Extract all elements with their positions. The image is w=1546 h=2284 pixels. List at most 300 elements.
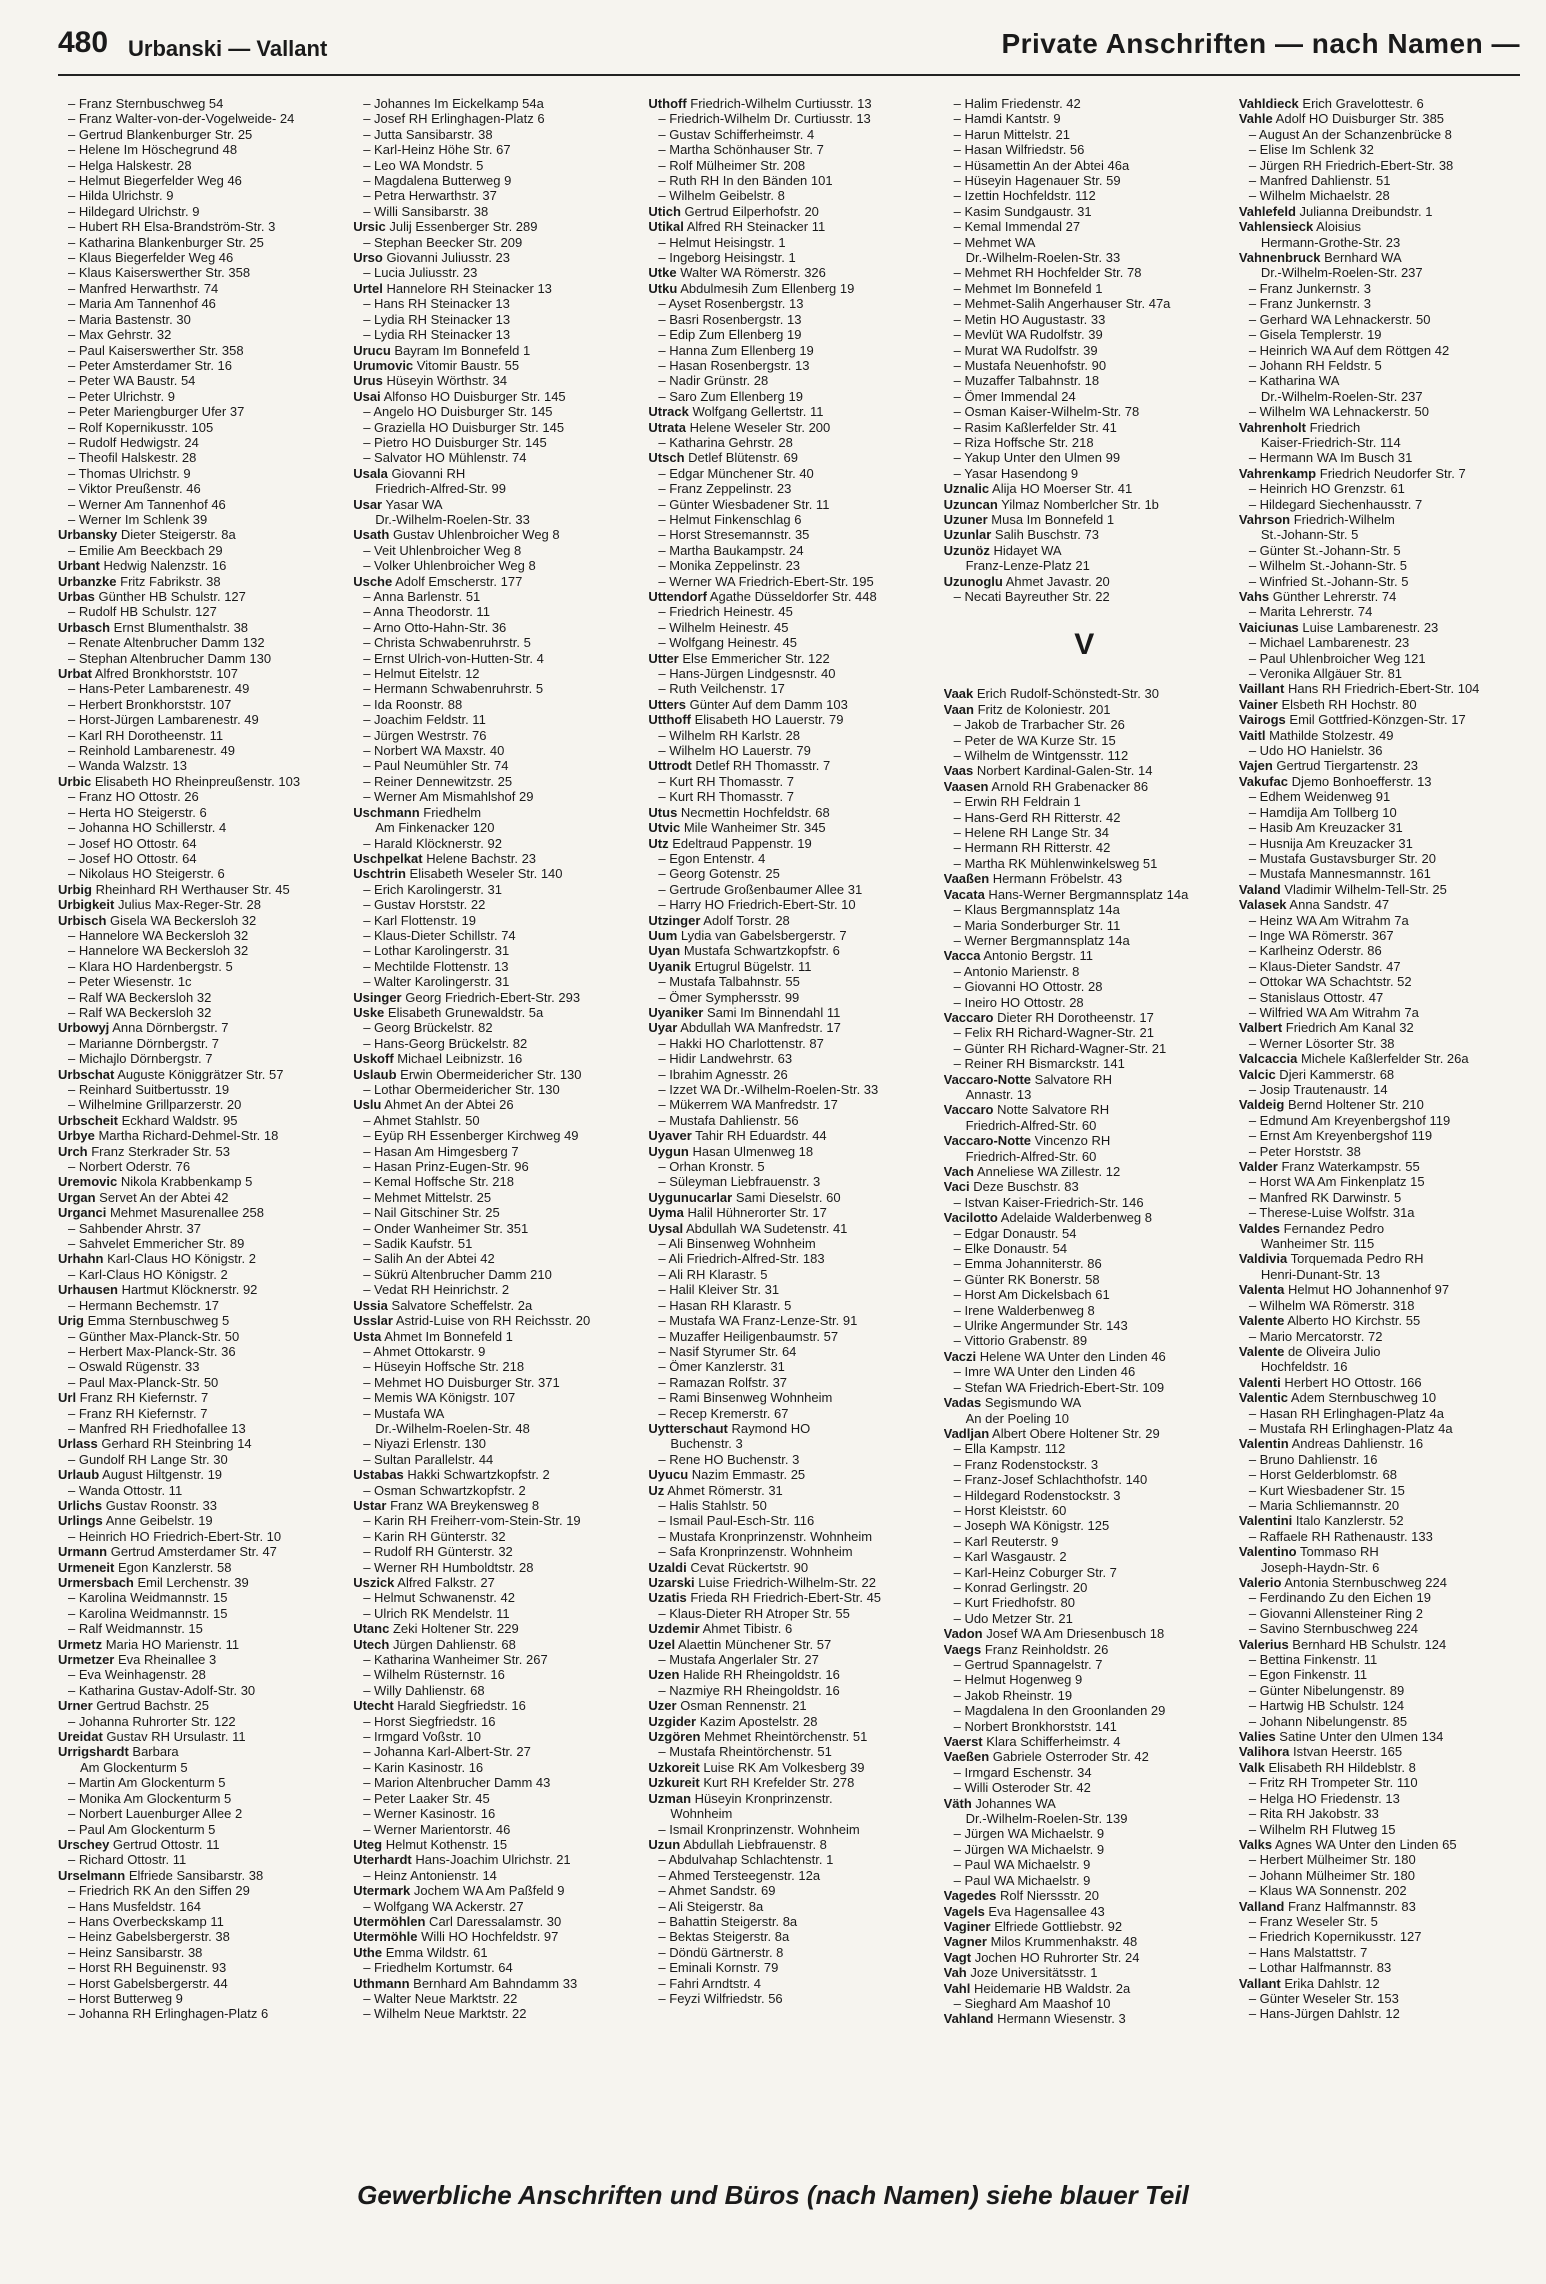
directory-entry: – Therese-Luise Wolfstr. 31a: [1248, 1205, 1415, 1221]
directory-entry: – Gustav Schifferheimstr. 4: [658, 126, 815, 142]
directory-entry: – Johanna RH Erlinghagen-Platz 6: [68, 2006, 269, 2022]
directory-entry: Urtel Hannelore RH Steinacker 13: [353, 280, 552, 296]
directory-entry: – Hasan RH Klarastr. 5: [658, 1297, 792, 1313]
directory-entry: – Martha Baukampstr. 24: [658, 542, 804, 558]
directory-entry: – Heinrich WA Auf dem Röttgen 42: [1248, 342, 1450, 358]
directory-entry: Uysal Abdullah WA Sudetenstr. 41: [648, 1220, 848, 1236]
name-range-heading: Urbanski — Vallant: [128, 36, 328, 61]
directory-entry: – Helga HO Friedenstr. 13: [1248, 1790, 1400, 1806]
directory-entry: Uzel Alaettin Münchener Str. 57: [648, 1636, 832, 1652]
directory-entry: Vahs Günther Lehrerstr. 74: [1238, 589, 1397, 604]
directory-entry: – Helmut Finkenschlag 6: [658, 511, 802, 527]
directory-entry: Urbat Alfred Bronkhorststr. 107: [58, 666, 238, 682]
directory-entry: Valerio Antonia Sternbuschweg 224: [1238, 1575, 1447, 1590]
directory-entry: – Pietro HO Duisburger Str. 145: [363, 434, 547, 450]
directory-entry: – Muzaffer Talbahnstr. 18: [953, 373, 1100, 389]
directory-entry: Uum Lydia van Gabelsbergerstr. 7: [648, 927, 847, 943]
directory-entry: – Irene Walderbenweg 8: [953, 1302, 1095, 1318]
directory-entry: Valihora Istvan Heerstr. 165: [1238, 1744, 1403, 1760]
directory-entry: Vaan Fritz de Koloniestr. 201: [943, 701, 1111, 717]
directory-entry: – Hüseyin Hoffsche Str. 218: [363, 1359, 525, 1375]
directory-entry: – Helmut Heisingstr. 1: [658, 234, 786, 250]
directory-entry: Usta Ahmet Im Bonnefeld 1: [353, 1328, 513, 1344]
directory-entry: Utus Necmettin Hochfeldstr. 68: [648, 804, 830, 820]
directory-entry: Am Finkenacker 120: [375, 820, 495, 836]
directory-entry: Urmann Gertrud Amsterdamer Str. 47: [58, 1544, 277, 1560]
directory-entry: – Abdulvahap Schlachtenstr. 1: [658, 1852, 834, 1868]
directory-entry: Vacilotto Adelaide Walderbenweg 8: [943, 1210, 1152, 1226]
directory-entry: – Helga Halskestr. 28: [68, 157, 192, 173]
directory-entry: – Hubert RH Elsa-Brandström-Str. 3: [68, 219, 276, 235]
directory-entry: – Hüseyin Hagenauer Str. 59: [953, 173, 1121, 189]
directory-entry: Urbant Hedwig Nalenzstr. 16: [58, 558, 227, 574]
directory-entry: – Karin RH Freiherr-vom-Stein-Str. 19: [363, 1513, 581, 1529]
directory-entry: – Josef HO Ottostr. 64: [68, 835, 197, 851]
directory-entry: – Inge WA Römerstr. 367: [1248, 927, 1394, 943]
directory-entry: Vajen Gertrud Tiergartenstr. 23: [1238, 758, 1419, 774]
directory-entry: – Bettina Finkenstr. 11: [1248, 1652, 1378, 1668]
directory-entry: – Franz-Josef Schlachthofstr. 140: [953, 1472, 1148, 1488]
directory-entry: – Klaus-Dieter RH Atroper Str. 55: [658, 1605, 850, 1621]
directory-entry: – Günter Nibelungenstr. 89: [1248, 1682, 1405, 1698]
directory-entry: – Udo HO Hanielstr. 36: [1248, 743, 1383, 759]
directory-entry: – Hasan RH Erlinghagen-Platz 4a: [1248, 1405, 1444, 1421]
directory-entry: – Anna Barlenstr. 51: [363, 589, 481, 604]
directory-entry: – Ramazan Rolfstr. 37: [658, 1374, 788, 1390]
directory-entry: – Ralf WA Beckersloh 32: [68, 989, 212, 1005]
directory-entry: – Feyzi Wilfriedstr. 56: [658, 1990, 783, 2006]
directory-entry: – Viktor Preußenstr. 46: [68, 481, 201, 497]
directory-entry: Valk Elisabeth RH Hildeblstr. 8: [1238, 1759, 1416, 1775]
directory-entry: – Karl-Claus HO Königstr. 2: [68, 1266, 228, 1282]
directory-entry: Joseph-Haydn-Str. 6: [1260, 1559, 1380, 1575]
directory-entry: Ussia Salvatore Scheffelstr. 2a: [353, 1297, 533, 1313]
directory-entry: Urlaub August Hiltgenstr. 19: [58, 1467, 223, 1483]
directory-entry: – Gertrude Großenbaumer Allee 31: [658, 881, 863, 897]
directory-entry: Vagner Milos Krummenhakstr. 48: [943, 1934, 1138, 1950]
directory-entry: – Werner Im Schlenk 39: [68, 511, 208, 527]
directory-entry: – Johann Mülheimer Str. 180: [1248, 1867, 1416, 1883]
directory-entry: – Karlheinz Oderstr. 86: [1248, 943, 1382, 959]
directory-entry: – Thomas Ulrichstr. 9: [68, 465, 191, 481]
directory-entry: – Johanna Karl-Albert-Str. 27: [363, 1744, 531, 1760]
directory-entry: – Franz RH Kiefernstr. 7: [68, 1405, 208, 1421]
directory-entry: – Mustafa Gustavsburger Str. 20: [1248, 850, 1436, 866]
directory-entry: Vaccaro Dieter RH Dorotheenstr. 17: [943, 1009, 1154, 1025]
directory-entry: Urmersbach Emil Lerchenstr. 39: [58, 1575, 249, 1590]
directory-entry: Urselmann Elfriede Sansibarstr. 38: [58, 1867, 264, 1883]
directory-entry: – Anna Theodorstr. 11: [363, 604, 490, 620]
directory-entry: – Monika Zeppelinstr. 23: [658, 558, 801, 574]
directory-entry: Friedrich-Alfred-Str. 60: [965, 1117, 1097, 1133]
directory-entry: St.-Johann-Str. 5: [1260, 527, 1359, 543]
directory-entry: – Heinz Antonienstr. 14: [363, 1867, 497, 1883]
directory-entry: Utthoff Elisabeth HO Lauerstr. 79: [648, 712, 844, 728]
directory-entry: Wohnheim: [670, 1806, 733, 1822]
directory-entry: Urner Gertrud Bachstr. 25: [58, 1698, 210, 1714]
directory-entry: Uthe Emma Wildstr. 61: [353, 1944, 488, 1960]
directory-entry: Dr.-Wilhelm-Roelen-Str. 237: [1260, 265, 1423, 281]
directory-entry: – Wilhelm HO Lauerstr. 79: [658, 743, 811, 759]
directory-entry: Urbschat Auguste Königgrätzer Str. 57: [58, 1066, 284, 1082]
directory-entry: – Hasib Am Kreuzacker 31: [1248, 820, 1403, 836]
directory-entry: Vach Anneliese WA Zillestr. 12: [943, 1164, 1121, 1179]
directory-entry: – Edhem Weidenweg 91: [1248, 789, 1391, 805]
directory-entry: – Gustav Horststr. 22: [363, 897, 486, 913]
directory-entry: – Sadik Kaufstr. 51: [363, 1236, 473, 1252]
directory-entry: – Karl Reuterstr. 9: [953, 1533, 1059, 1549]
directory-entry: – Klaus Kaiserswerther Str. 358: [68, 265, 251, 281]
directory-entry: Dr.-Wilhelm-Roelen-Str. 237: [1260, 388, 1423, 404]
directory-entry: Annastr. 13: [965, 1086, 1032, 1102]
directory-entry: – Horst RH Beguinenstr. 93: [68, 1960, 227, 1976]
directory-entry: – Manfred Dahlienstr. 51: [1248, 173, 1391, 189]
directory-entry: – Angelo HO Duisburger Str. 145: [363, 404, 553, 420]
directory-entry: Ustar Franz WA Breykensweg 8: [353, 1497, 540, 1513]
directory-entry: Dr.-Wilhelm-Roelen-Str. 33: [375, 511, 530, 527]
directory-entry: – Riza Hoffsche Str. 218: [953, 434, 1094, 450]
directory-entry: Uske Elisabeth Grunewaldstr. 5a: [353, 1004, 544, 1020]
directory-entry: Urbye Martha Richard-Dehmel-Str. 18: [58, 1128, 279, 1144]
directory-entry: Kaiser-Friedrich-Str. 114: [1260, 434, 1401, 450]
directory-entry: – Mustafa Angerlaler Str. 27: [658, 1652, 819, 1668]
directory-entry: Uzatis Frieda RH Friedrich-Ebert-Str. 45: [648, 1590, 882, 1606]
directory-entry: – Karolina Weidmannstr. 15: [68, 1590, 228, 1606]
directory-entry: – Saro Zum Ellenberg 19: [658, 388, 803, 404]
directory-entry: Urlass Gerhard RH Steinbring 14: [58, 1436, 252, 1452]
directory-entry: – Emma Johanniterstr. 86: [953, 1256, 1102, 1272]
directory-entry: – Murat WA Rudolfstr. 39: [953, 342, 1098, 358]
directory-entry: – Walter Karolingerstr. 31: [363, 974, 510, 990]
directory-entry: Valentin Andreas Dahlienstr. 16: [1238, 1436, 1424, 1452]
directory-entry: Vahle Adolf HO Duisburger Str. 385: [1238, 111, 1445, 127]
directory-entry: Vadas Segismundo WA: [943, 1395, 1082, 1411]
directory-entry: – Elise Im Schlenk 32: [1248, 142, 1374, 158]
directory-entry: – Walter Neue Marktstr. 22: [363, 1990, 518, 2006]
directory-entry: Uschmann Friedhelm: [353, 804, 482, 820]
directory-entry: – Ahmed Tersteegenstr. 12a: [658, 1867, 821, 1883]
directory-entry: – Horst WA Am Finkenplatz 15: [1248, 1174, 1425, 1190]
directory-entry: Valente de Oliveira Julio: [1238, 1343, 1381, 1359]
directory-entry: – Stanislaus Ottostr. 47: [1248, 989, 1384, 1005]
directory-entry: Ureidat Gustav RH Ursulastr. 11: [58, 1729, 246, 1745]
directory-entry: Valdeig Bernd Holtener Str. 210: [1238, 1097, 1424, 1113]
directory-entry: – Günther Max-Planck-Str. 50: [68, 1328, 240, 1344]
directory-entry: Vallant Erika Dahlstr. 12: [1238, 1975, 1380, 1991]
directory-entry: – Lothar Halfmannstr. 83: [1248, 1960, 1392, 1976]
directory-entry: – Wilhelm de Wintgensstr. 112: [953, 748, 1129, 764]
directory-entry: – Irmgard Eschenstr. 34: [953, 1764, 1092, 1780]
directory-entry: – Monika Am Glockenturm 5: [68, 1790, 232, 1806]
directory-entry: – Paul WA Michaelstr. 9: [953, 1872, 1091, 1888]
letter-heading: V: [1074, 628, 1095, 662]
directory-entry: – Bektas Steigerstr. 8a: [658, 1929, 790, 1945]
directory-entry: – Heinrich HO Grenzstr. 61: [1248, 481, 1405, 497]
directory-column-1: [58, 96, 339, 2161]
directory-entry: – Fahri Arndtstr. 4: [658, 1975, 762, 1991]
directory-entry: Urhahn Karl-Claus HO Königstr. 2: [58, 1251, 256, 1267]
directory-entry: Urumovic Vitomir Baustr. 55: [353, 357, 520, 373]
directory-entry: – Franz Junkernstr. 3: [1248, 296, 1371, 312]
directory-entry: – Werner Am Tannenhof 46: [68, 496, 226, 512]
directory-entry: Urganci Mehmet Masurenallee 258: [58, 1205, 264, 1221]
directory-entry: – Günter RH Richard-Wagner-Str. 21: [953, 1040, 1167, 1056]
directory-entry: Vaczi Helene WA Unter den Linden 46: [943, 1348, 1166, 1364]
directory-entry: – Kasim Sundgaustr. 31: [953, 203, 1092, 219]
directory-entry: – Rolf Kopernikusstr. 105: [68, 419, 214, 435]
directory-entry: – Sahvelet Emmericher Str. 89: [68, 1236, 245, 1252]
footer-note: Gewerbliche Anschriften und Büros (nach Namen) siehe blauer Teil: [357, 2180, 1189, 2210]
directory-entry: – Magdalena In den Groonlanden 29: [953, 1703, 1166, 1719]
directory-entry: – Muzaffer Heiligenbaumstr. 57: [658, 1328, 839, 1344]
directory-entry: – Mustafa Neuenhofstr. 90: [953, 357, 1107, 373]
directory-entry: – Franz Junkernstr. 3: [1248, 280, 1371, 296]
directory-entry: – Sultan Parallelstr. 44: [363, 1451, 494, 1467]
directory-entry: Uzen Halide RH Rheingoldstr. 16: [648, 1667, 840, 1683]
directory-entry: – Egon Finkenstr. 11: [1248, 1667, 1368, 1683]
directory-entry: – Wilhelm WA Römerstr. 318: [1248, 1297, 1415, 1313]
directory-entry: – Mehmet WA: [953, 234, 1036, 250]
directory-entry: – Hans RH Steinacker 13: [363, 296, 510, 312]
directory-entry: – Horst Kleiststr. 60: [953, 1502, 1067, 1518]
directory-entry: – Ahmet Ottokarstr. 9: [363, 1343, 486, 1359]
directory-entry: – Ayset Rosenbergstr. 13: [658, 296, 804, 312]
directory-entry: Uyma Halil Hühnerorter Str. 17: [648, 1205, 827, 1221]
directory-entry: – Rudolf Hedwigstr. 24: [68, 434, 199, 450]
directory-entry: Vagels Eva Hagensallee 43: [943, 1903, 1105, 1919]
directory-entry: – Peter Laaker Str. 45: [363, 1790, 490, 1806]
directory-entry: – Martha Schönhauser Str. 7: [658, 142, 824, 158]
directory-entry: – Ernst Ulrich-von-Hutten-Str. 4: [363, 650, 544, 666]
directory-entry: Valente Alberto HO Kirchstr. 55: [1238, 1313, 1421, 1329]
directory-entry: – Harun Mittelstr. 21: [953, 126, 1070, 142]
directory-entry: Urbic Elisabeth HO Rheinpreußenstr. 103: [58, 773, 301, 789]
directory-entry: – Karin RH Günterstr. 32: [363, 1528, 506, 1544]
directory-entry: Valand Vladimir Wilhelm-Tell-Str. 25: [1238, 881, 1447, 897]
directory-entry: – Helmut Hogenweg 9: [953, 1672, 1083, 1688]
directory-entry: – Hamdija Am Tollberg 10: [1248, 804, 1397, 820]
directory-entry: – Maria Schliemannstr. 20: [1248, 1497, 1400, 1513]
directory-entry: Uznalic Alija HO Moerser Str. 41: [943, 481, 1133, 497]
directory-entry: – Salvator HO Mühlenstr. 74: [363, 450, 527, 466]
directory-entry: – Gerhard WA Lehnackerstr. 50: [1248, 311, 1431, 327]
directory-entry: Dr.-Wilhelm-Roelen-Str. 48: [375, 1420, 530, 1436]
directory-entry: – Vedat RH Heinrichstr. 2: [363, 1282, 510, 1298]
directory-entry: – Mehmet-Salih Angerhauser Str. 47a: [953, 296, 1171, 312]
directory-entry: Uzkureit Kurt RH Krefelder Str. 278: [648, 1775, 855, 1791]
directory-entry: Vahl Heidemarie HB Waldstr. 2a: [943, 1980, 1131, 1996]
directory-entry: – Josef HO Ottostr. 64: [68, 850, 197, 866]
directory-entry: – Sükrü Altenbrucher Damm 210: [363, 1266, 552, 1282]
directory-entry: – Maria Bastenstr. 30: [68, 311, 191, 327]
directory-entry: Dr.-Wilhelm-Roelen-Str. 33: [965, 250, 1121, 266]
directory-entry: Uschtrin Elisabeth Weseler Str. 140: [353, 866, 563, 882]
directory-entry: Urrigshardt Barbara: [58, 1744, 179, 1760]
directory-entry: – Stephan Altenbrucher Damm 130: [68, 650, 272, 666]
directory-entry: Valbert Friedrich Am Kanal 32: [1238, 1020, 1414, 1036]
directory-entry: Franz-Lenze-Platz 21: [965, 558, 1090, 574]
directory-entry: Usinger Georg Friedrich-Ebert-Str. 293: [353, 989, 581, 1005]
directory-entry: Valdivia Torquemada Pedro RH: [1238, 1251, 1424, 1267]
directory-entry: Uszick Alfred Falkstr. 27: [353, 1575, 495, 1590]
directory-entry: Uthmann Bernhard Am Bahndamm 33: [353, 1975, 578, 1991]
directory-entry: – Lydia RH Steinacker 13: [363, 311, 511, 327]
directory-entry: Usala Giovanni RH: [353, 465, 466, 481]
directory-entry: Uzaldi Cevat Rückertstr. 90: [648, 1559, 809, 1575]
directory-entry: – Husnija Am Kreuzacker 31: [1248, 835, 1413, 851]
directory-entry: Vakufac Djemo Bonhoefferstr. 13: [1238, 773, 1432, 789]
directory-entry: Uzunoglu Ahmet Javastr. 20: [943, 573, 1110, 589]
directory-entry: – Halis Stahlstr. 50: [658, 1497, 767, 1513]
directory-entry: – Erwin RH Feldrain 1: [953, 794, 1081, 810]
directory-entry: – Wilhelm WA Lehnackerstr. 50: [1248, 404, 1429, 420]
page-header: [58, 22, 1520, 76]
directory-entry: – Wilhelm Michaelstr. 28: [1248, 188, 1390, 204]
directory-entry: – Mehmet Mittelstr. 25: [363, 1189, 492, 1205]
directory-entry: – Marianne Dörnbergstr. 7: [68, 1035, 220, 1051]
directory-entry: – Josip Trautenaustr. 14: [1248, 1082, 1388, 1097]
directory-entry: Utke Walter WA Römerstr. 326: [648, 265, 826, 281]
directory-entry: – Karl-Heinz Höhe Str. 67: [363, 142, 511, 158]
directory-entry: – Hasan Rosenbergstr. 13: [658, 357, 810, 373]
directory-entry: – Nail Gitschiner Str. 25: [363, 1205, 500, 1221]
directory-entry: – Werner Lösorter Str. 38: [1248, 1035, 1395, 1051]
directory-entry: Urbscheit Eckhard Waldstr. 95: [58, 1112, 238, 1128]
directory-entry: Valerius Bernhard HB Schulstr. 124: [1238, 1636, 1447, 1652]
directory-entry: – Hermann WA Im Busch 31: [1248, 450, 1413, 466]
directory-entry: – Döndü Gärtnerstr. 8: [658, 1944, 784, 1960]
directory-entry: Uyanik Ertugrul Bügelstr. 11: [648, 958, 812, 974]
directory-entry: – Wilhelm Heinestr. 45: [658, 619, 789, 635]
directory-entry: – Ali Friedrich-Alfred-Str. 183: [658, 1251, 825, 1267]
directory-entry: – Hans-Georg Brückelstr. 82: [363, 1035, 528, 1051]
directory-entry: – Marita Lehrerstr. 74: [1248, 604, 1373, 620]
directory-entry: – Christa Schwabenruhrstr. 5: [363, 635, 531, 651]
directory-entry: Vah Joze Universitätsstr. 1: [943, 1965, 1098, 1981]
directory-entry: Valder Franz Waterkampstr. 55: [1238, 1159, 1420, 1175]
directory-entry: Uzuner Musa Im Bonnefeld 1: [943, 511, 1115, 527]
directory-entry: Utermöhle Willi HO Hochfeldstr. 97: [353, 1929, 559, 1945]
directory-entry: Urschey Gertrud Ottostr. 11: [58, 1836, 220, 1852]
directory-entry: – Hüsamettin An der Abtei 46a: [953, 157, 1130, 173]
directory-entry: – Antonio Marienstr. 8: [953, 963, 1080, 979]
directory-entry: – Horst Gabelsbergerstr. 44: [68, 1975, 228, 1991]
directory-entry: Utikal Alfred RH Steinacker 11: [648, 219, 826, 235]
directory-entry: – Werner Kasinostr. 16: [363, 1806, 496, 1822]
directory-entry: – Paul Am Glockenturm 5: [68, 1821, 216, 1837]
directory-entry: Vaginer Elfriede Gottliebstr. 92: [943, 1918, 1123, 1934]
directory-entry: Vahlensieck Aloisius: [1238, 219, 1361, 235]
directory-entry: – Karolina Weidmannstr. 15: [68, 1605, 228, 1621]
directory-entry: Uzuncan Yilmaz Nomberlcher Str. 1b: [943, 496, 1159, 512]
directory-entry: Vahrenkamp Friedrich Neudorfer Str. 7: [1238, 465, 1466, 481]
directory-entry: Buchenstr. 3: [670, 1436, 743, 1452]
directory-entry: – Edgar Donaustr. 54: [953, 1225, 1077, 1241]
directory-entry: – Vittorio Grabenstr. 89: [953, 1333, 1088, 1349]
directory-entry: – Hannelore WA Beckersloh 32: [68, 927, 249, 943]
directory-entry: – Wilhelm Geibelstr. 8: [658, 188, 785, 204]
directory-entry: – Imre WA Unter den Linden 46: [953, 1364, 1136, 1380]
directory-entry: Uzunlar Salih Buschstr. 73: [943, 527, 1099, 543]
directory-entry: Uslaub Erwin Obermeidericher Str. 130: [353, 1066, 582, 1082]
directory-entry: – Werner WA Friedrich-Ebert-Str. 195: [658, 573, 874, 589]
directory-entry: – Katharina Wanheimer Str. 267: [363, 1652, 548, 1668]
directory-entry: Urlichs Gustav Roonstr. 33: [58, 1497, 217, 1513]
directory-entry: – Hidir Landwehrstr. 63: [658, 1051, 793, 1067]
directory-entry: – Hans-Jürgen Lindgesnstr. 40: [658, 666, 836, 682]
directory-entry: Uygun Hasan Ulmenweg 18: [648, 1143, 814, 1159]
directory-entry: – Ömer Immendal 24: [953, 388, 1076, 404]
directory-entry: – Mustafa WA: [363, 1405, 445, 1421]
directory-entry: – Reinhard Suitbertusstr. 19: [68, 1082, 230, 1097]
directory-entry: – Josef RH Erlinghagen-Platz 6: [363, 111, 545, 127]
directory-column-2: [353, 96, 634, 2161]
directory-entry: Uslu Ahmet An der Abtei 26: [353, 1097, 514, 1113]
directory-entry: Friedrich-Alfred-Str. 99: [375, 481, 506, 497]
directory-entry: Utermark Jochem WA Am Paßfeld 9: [353, 1883, 565, 1899]
directory-entry: – Katharina Gustav-Adolf-Str. 30: [68, 1682, 256, 1698]
directory-entry: Uyan Mustafa Schwartzkopfstr. 6: [648, 943, 840, 959]
directory-entry: Uzun Abdullah Liebfrauenstr. 8: [648, 1836, 827, 1852]
directory-entry: – Willi Osteroder Str. 42: [953, 1780, 1091, 1796]
directory-entry: – Wilhelm Rüsternstr. 16: [363, 1667, 505, 1683]
directory-entry: – Wilhelm St.-Johann-Str. 5: [1248, 558, 1408, 574]
directory-entry: Vaccaro Notte Salvatore RH: [943, 1102, 1110, 1118]
directory-entry: – Sahbender Ahrstr. 37: [68, 1220, 201, 1236]
directory-entry: Utter Else Emmericher Str. 122: [648, 650, 830, 666]
directory-entry: – Oswald Rügenstr. 33: [68, 1359, 200, 1375]
directory-entry: – Jürgen Westrstr. 76: [363, 727, 487, 743]
directory-entry: Vaci Deze Buschstr. 83: [943, 1179, 1079, 1195]
directory-entry: – Safa Kronprinzenstr. Wohnheim: [658, 1544, 853, 1560]
directory-entry: Usche Adolf Emscherstr. 177: [353, 573, 523, 589]
directory-entry: – Gisela Templerstr. 19: [1248, 327, 1382, 343]
directory-entry: Vainer Elsbeth RH Hochstr. 80: [1238, 696, 1417, 712]
directory-entry: Urus Hüseyin Wörthstr. 34: [353, 373, 508, 389]
directory-entry: – Johanna HO Schillerstr. 4: [68, 820, 227, 836]
directory-entry: – Nikolaus HO Steigerstr. 6: [68, 866, 225, 882]
directory-entry: – Kurt Friedhofstr. 80: [953, 1595, 1076, 1611]
directory-entry: Vacata Hans-Werner Bergmannsplatz 14a: [943, 886, 1189, 902]
directory-entry: – Mustafa Talbahnstr. 55: [658, 974, 800, 990]
directory-entry: Vadon Josef WA Am Driesenbusch 18: [943, 1626, 1165, 1642]
directory-entry: – Max Gehrstr. 32: [68, 327, 172, 343]
directory-entry: – Emilie Am Beeckbach 29: [68, 542, 223, 558]
directory-entry: Valcaccia Michele Kaßlerfelder Str. 26a: [1238, 1051, 1469, 1067]
directory-entry: Vahrson Friedrich-Wilhelm: [1238, 511, 1395, 527]
directory-entry: Urmetz Maria HO Marienstr. 11: [58, 1636, 240, 1652]
directory-entry: – Helmut Schwanenstr. 42: [363, 1590, 515, 1606]
directory-entry: – Manfred RH Friedhofallee 13: [68, 1420, 246, 1436]
directory-entry: – Norbert Bronkhorststr. 141: [953, 1718, 1117, 1734]
directory-entry: – Ella Kampstr. 112: [953, 1441, 1066, 1457]
directory-entry: Valasek Anna Sandstr. 47: [1238, 897, 1390, 913]
directory-entry: – Konrad Gerlingstr. 20: [953, 1579, 1088, 1595]
directory-entry: – Klaus WA Sonnenstr. 202: [1248, 1883, 1407, 1899]
directory-entry: – Hildegard Ulrichstr. 9: [68, 203, 200, 219]
directory-entry: – Fritz RH Trompeter Str. 110: [1248, 1775, 1418, 1791]
directory-entry: – Ineiro HO Ottostr. 28: [953, 994, 1084, 1010]
directory-entry: – Renate Altenbrucher Damm 132: [68, 635, 265, 651]
directory-entry: Urig Emma Sternbuschweg 5: [58, 1313, 230, 1329]
directory-entry: Uz Ahmet Römerstr. 31: [648, 1482, 783, 1498]
directory-entry: Hochfeldstr. 16: [1260, 1359, 1348, 1375]
directory-entry: – Mechtilde Flottenstr. 13: [363, 958, 509, 974]
directory-entry: – Werner Bergmannsplatz 14a: [953, 932, 1130, 948]
directory-entry: – Peter Horststr. 38: [1248, 1143, 1361, 1159]
directory-entry: – Stephan Beecker Str. 209: [363, 234, 523, 250]
directory-entry: – Halil Kleiver Str. 31: [658, 1282, 780, 1298]
